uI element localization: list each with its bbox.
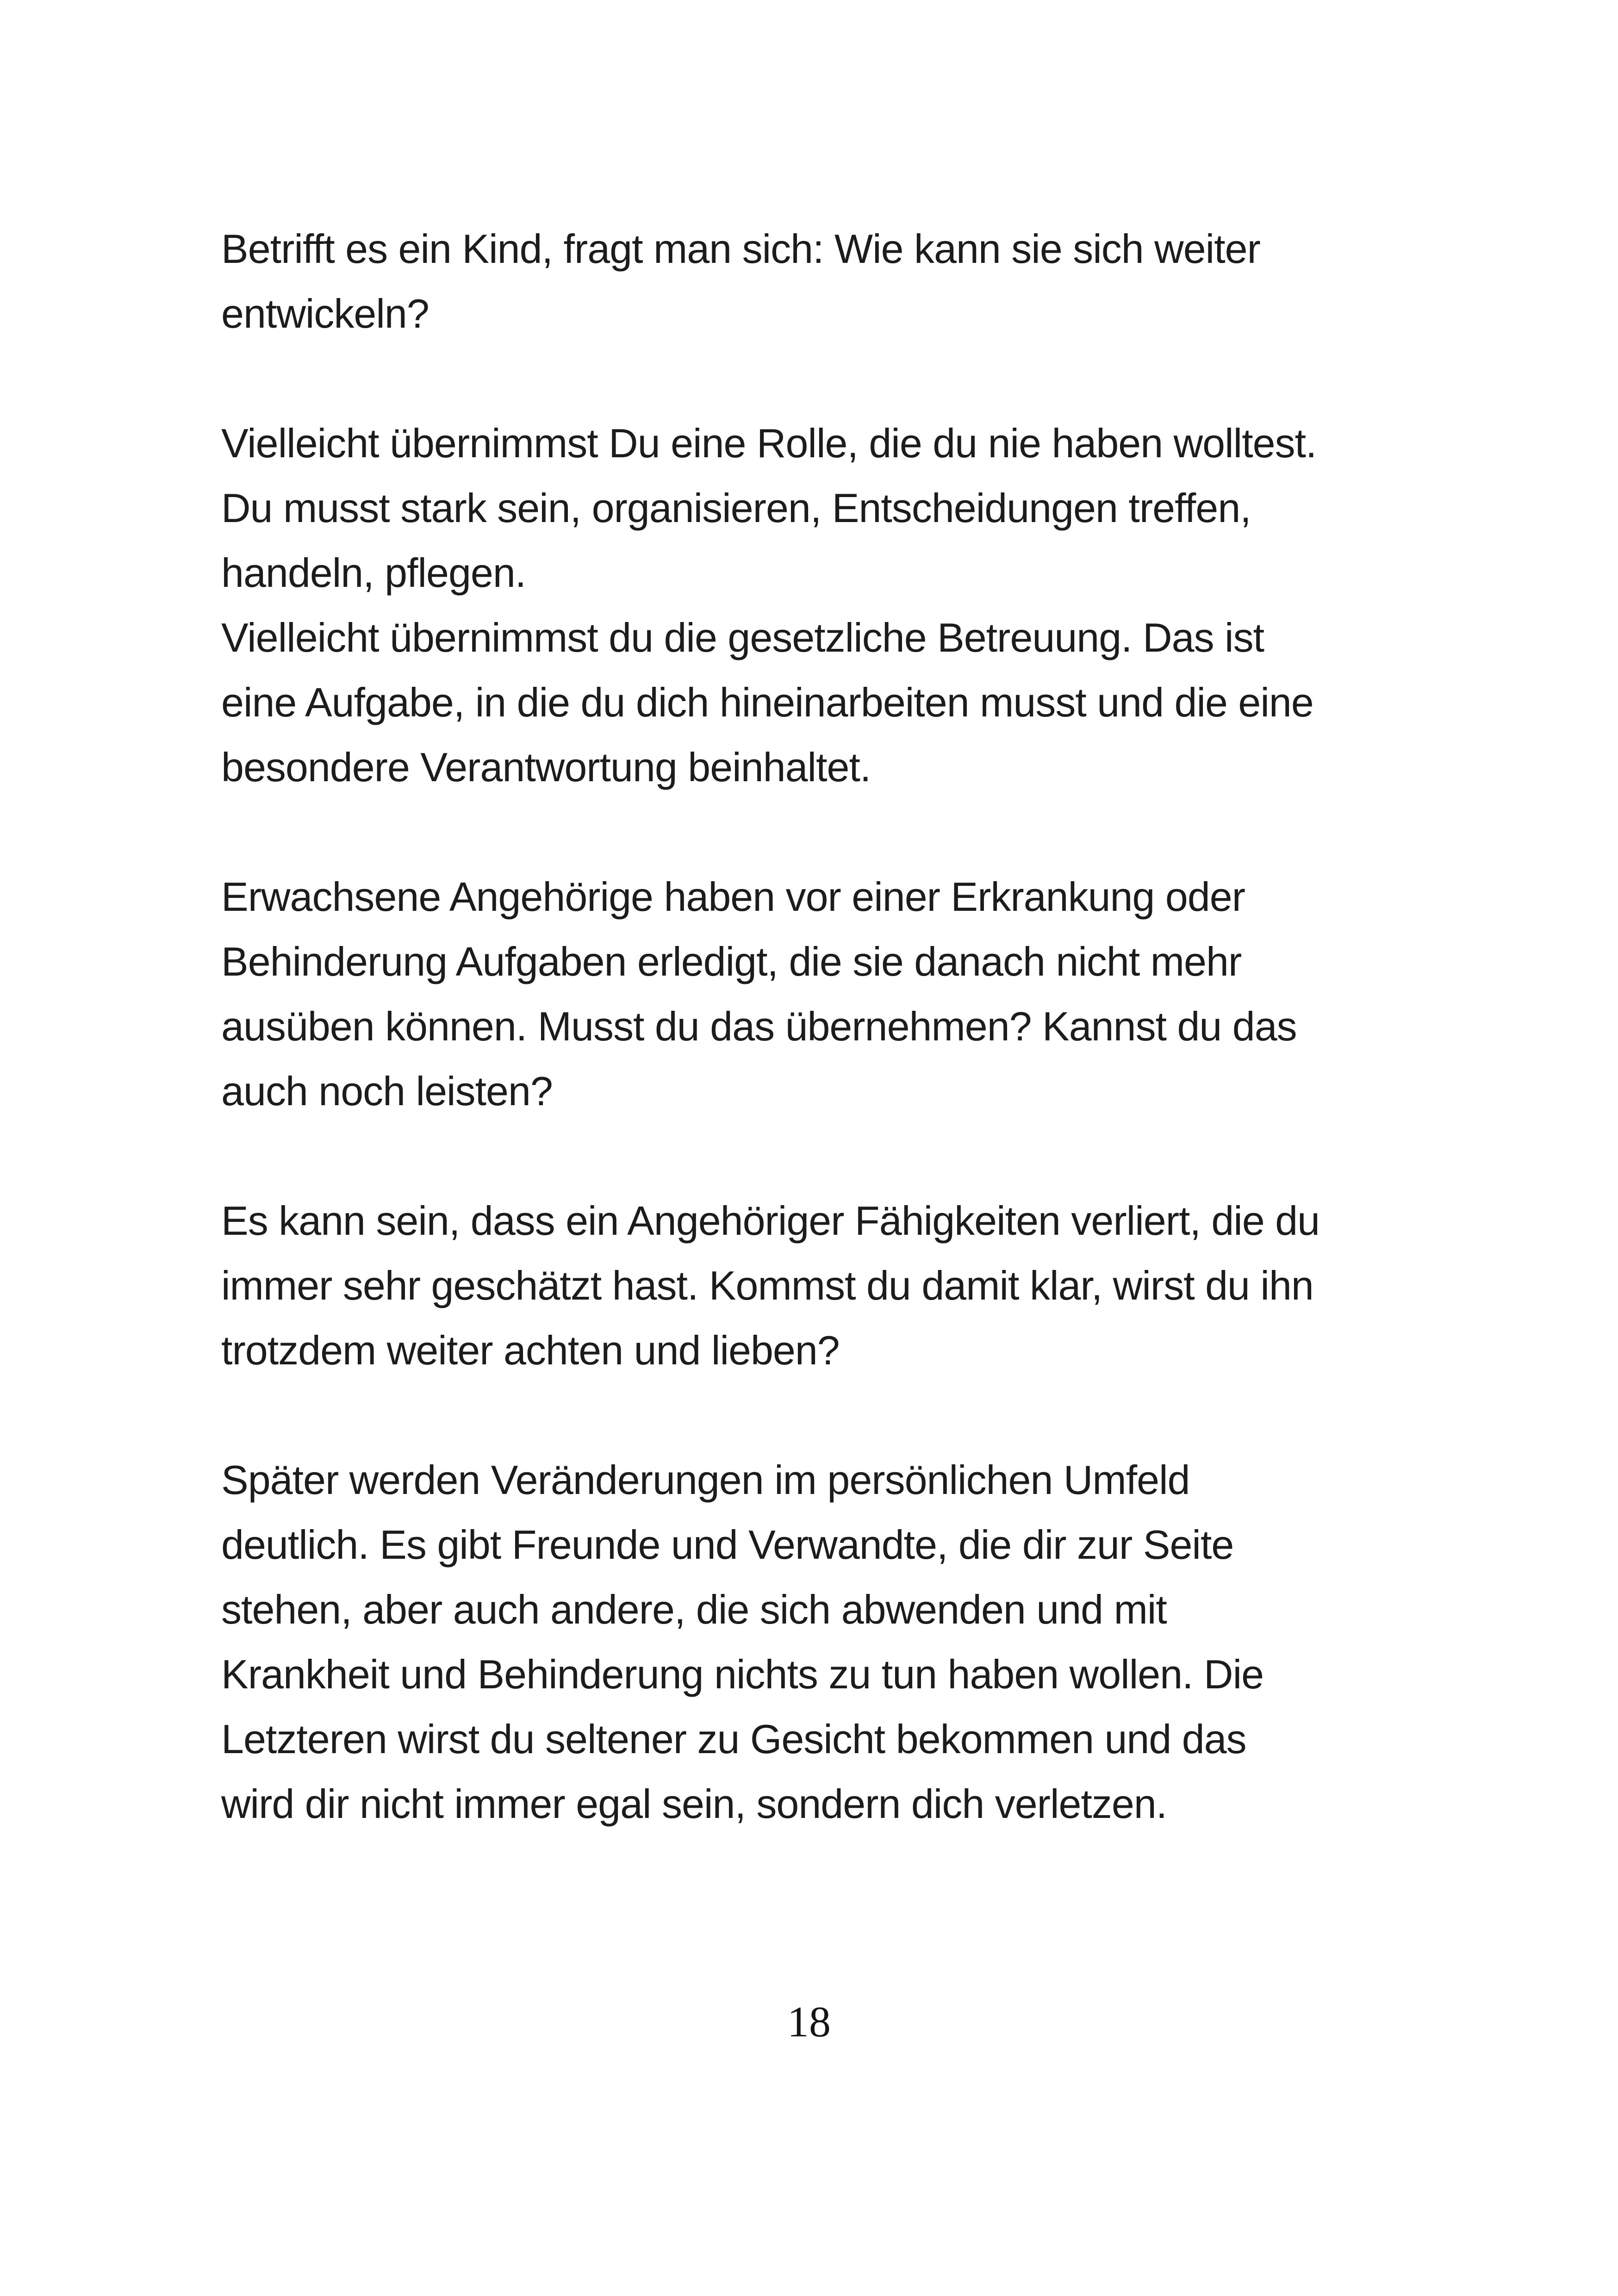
text-line: Vielleicht übernimmst du die gesetzliche Betreuung. Das ist bbox=[221, 615, 1264, 660]
text-line: stehen, aber auch andere, die sich abwenden und mit bbox=[221, 1587, 1167, 1632]
paragraph bbox=[221, 217, 1443, 346]
text-line: Krankheit und Behinderung nichts zu tun haben wollen. Die bbox=[221, 1651, 1264, 1697]
text-line: wird dir nicht immer egal sein, sondern dich verletzen. bbox=[221, 1781, 1167, 1827]
paragraph bbox=[221, 865, 1443, 1124]
text-line: Später werden Veränderungen im persönlichen Umfeld bbox=[221, 1457, 1190, 1503]
page-number: 18 bbox=[787, 1998, 831, 2046]
text-line: Es kann sein, dass ein Angehöriger Fähigkeiten verliert, die du bbox=[221, 1198, 1320, 1244]
page-footer bbox=[0, 2000, 1618, 2044]
text-line: besondere Verantwortung beinhaltet. bbox=[221, 744, 871, 790]
text-line: ausüben können. Musst du das übernehmen? Kannst du das bbox=[221, 1003, 1297, 1049]
text-line: entwickeln? bbox=[221, 291, 429, 336]
text-line: Du musst stark sein, organisieren, Entscheidungen treffen, bbox=[221, 485, 1251, 531]
paragraph bbox=[221, 1188, 1443, 1383]
text-line: Betrifft es ein Kind, fragt man sich: Wie kann sie sich weiter bbox=[221, 226, 1260, 272]
text-line: Vielleicht übernimmst Du eine Rolle, die du nie haben wolltest. bbox=[221, 420, 1317, 466]
text-line: Behinderung Aufgaben erledigt, die sie danach nicht mehr bbox=[221, 939, 1242, 984]
text-line: trotzdem weiter achten und lieben? bbox=[221, 1327, 840, 1373]
text-line: deutlich. Es gibt Freunde und Verwandte, die dir zur Seite bbox=[221, 1522, 1234, 1568]
text-line: handeln, pflegen. bbox=[221, 550, 526, 596]
paragraph bbox=[221, 1448, 1443, 1836]
text-line: immer sehr geschätzt hast. Kommst du damit klar, wirst du ihn bbox=[221, 1263, 1313, 1308]
text-line: Letzteren wirst du seltener zu Gesicht bekommen und das bbox=[221, 1716, 1246, 1762]
text-line: eine Aufgabe, in die du dich hineinarbeiten musst und die eine bbox=[221, 679, 1313, 725]
body-text bbox=[221, 217, 1443, 1836]
text-line: auch noch leisten? bbox=[221, 1068, 553, 1114]
paragraph bbox=[221, 411, 1443, 800]
text-line: Erwachsene Angehörige haben vor einer Erkrankung oder bbox=[221, 874, 1245, 920]
